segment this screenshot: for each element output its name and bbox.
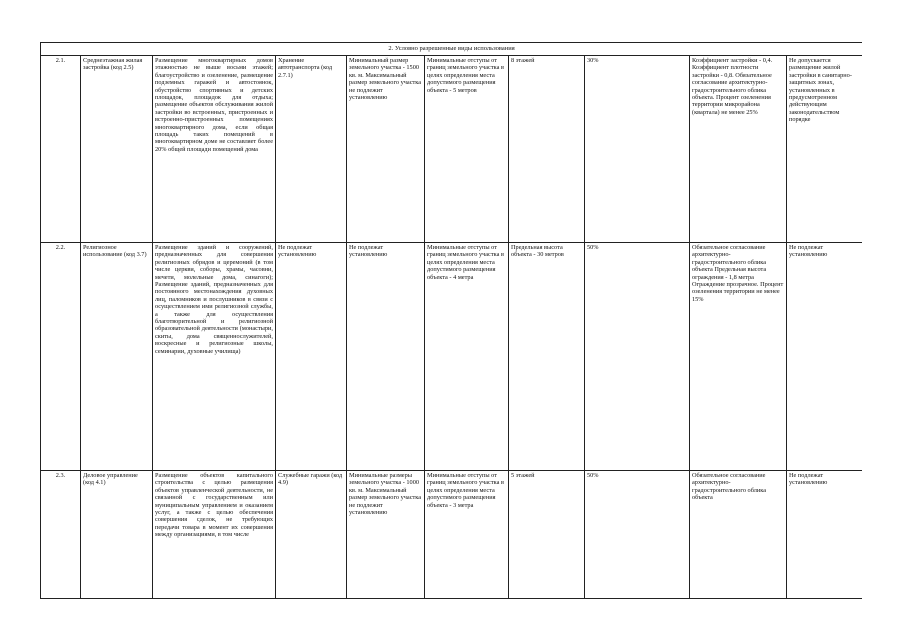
row-number: 2.2. bbox=[41, 243, 81, 471]
auxiliary-use: Служебные гаражи (код 4.9) bbox=[276, 471, 347, 599]
zoning-table bbox=[40, 42, 862, 599]
coverage-percent: 30% bbox=[585, 56, 690, 243]
coverage-percent: 50% bbox=[585, 471, 690, 599]
coverage-percent: 50% bbox=[585, 243, 690, 471]
restrictions: Не подлежат установлению bbox=[787, 243, 863, 471]
section-header-row bbox=[41, 43, 863, 56]
plot-size: Минимальные размеры земельного участка - 1000 кв. м. Максимальный размер земельного участка не подлежит установлению bbox=[347, 471, 425, 599]
use-description: Размещение многоквартирных домов этажностью не выше восьми этажей; благоустройство и озеленение, размещение подземных гаражей и автостоянок, обустройство спортивных и детских площадок, площадок для отдыха; размещение объектов обслуживания жилой застройки во встроенных, пристроенных и встроенно-пристроенных помещениях многоквартирного дома, если общая площадь таких помещений в многоквартирном доме не составляет более 20% общей площади помещений дома bbox=[153, 56, 276, 243]
other-parameters: Коэффициент застройки - 0,4. Коэффициент плотности застройки - 0,8. Обязательное согласование архитектурно-градостроительного облика объекта. Процент озеленения территории микрорайона (квартала) не менее 25% bbox=[690, 56, 787, 243]
setbacks: Минимальные отступы от границ земельного участка в целях определения места допустимого размещения объекта - 4 метра bbox=[425, 243, 509, 471]
document-page bbox=[40, 42, 862, 607]
zone-name: Среднеэтажная жилая застройка (код 2.5) bbox=[81, 56, 153, 243]
row-number: 2.1. bbox=[41, 56, 81, 243]
plot-size: Минимальный размер земельного участка - 1500 кв. м. Максимальный размер земельного участка не подлежит установлению bbox=[347, 56, 425, 243]
use-description: Размещение зданий и сооружений, предназначенных для совершения религиозных обрядов и церемоний (в том числе церкви, соборы, храмы, часовни, мечети, молельные дома, синагоги); Размещение зданий, предназначенных для постоянного местонахождения духовных лиц, паломников и послушников в связи с осуществлением ими религиозной службы, а также для осуществления благотворительной и религиозной образовательной деятельности (монастыри, скиты, дома священнослужителей, воскресные и религиозные школы, семинарии, духовные училища) bbox=[153, 243, 276, 471]
setbacks: Минимальные отступы от границ земельного участка в целях определения места допустимого размещения объекта - 5 метров bbox=[425, 56, 509, 243]
plot-size: Не подлежат установлению bbox=[347, 243, 425, 471]
zone-name: Деловое управление (код 4.1) bbox=[81, 471, 153, 599]
max-height: 5 этажей bbox=[509, 471, 585, 599]
max-height: Предельная высота объекта - 30 метров bbox=[509, 243, 585, 471]
auxiliary-use: Хранение автотранспорта (код 2.7.1) bbox=[276, 56, 347, 243]
section-title: 2. Условно разрешенные виды использования bbox=[41, 43, 863, 56]
restrictions: Не допускается размещение жилой застройки в санитарно-защитных зонах, установленных в предусмотренном действующим законодательством порядке bbox=[787, 56, 863, 243]
restrictions: Не подлежат установлению bbox=[787, 471, 863, 599]
use-description: Размещение объектов капитального строительства с целью размещения объектов управленческой деятельности, не связанной с государственным или муниципальным управлением и оказанием услуг, а также с целью обеспечения совершения сделок, не требующих передачи товара в момент их совершения между организациями, в том числе bbox=[153, 471, 276, 599]
row-number: 2.3. bbox=[41, 471, 81, 599]
other-parameters: Обязательное согласование архитектурно-градостроительного облика объекта Предельная высота ограждения - 1,8 метра Ограждение прозрачное. Процент озеленения территории не менее 15% bbox=[690, 243, 787, 471]
table-row bbox=[41, 243, 863, 471]
table-row bbox=[41, 56, 863, 243]
max-height: 8 этажей bbox=[509, 56, 585, 243]
setbacks: Минимальные отступы от границ земельного участка в целях определения места допустимого размещения объекта - 3 метра bbox=[425, 471, 509, 599]
table-row bbox=[41, 471, 863, 599]
zone-name: Религиозное использование (код 3.7) bbox=[81, 243, 153, 471]
auxiliary-use: Не подлежат установлению bbox=[276, 243, 347, 471]
other-parameters: Обязательное согласование архитектурно-градостроительного облика объекта bbox=[690, 471, 787, 599]
